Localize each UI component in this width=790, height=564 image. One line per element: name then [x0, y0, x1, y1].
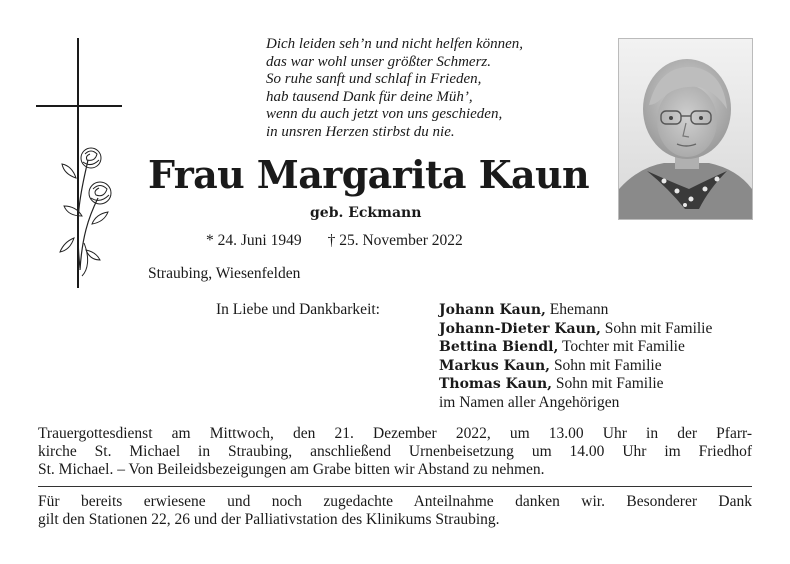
poem-line: wenn du auch jetzt von uns geschieden,	[266, 106, 503, 123]
funeral-service-text	[38, 425, 752, 480]
text-line: gilt den Stationen 22, 26 und der Palliativstation des Klinikums Straubing.	[38, 511, 500, 529]
text-line: kirche St. Michael in Straubing, anschließend Urnenbeisetzung um 14.00 Uhr im Friedhof	[38, 443, 752, 461]
divider	[38, 486, 752, 487]
mourner-relation: Ehemann	[545, 301, 609, 318]
poem-line: hab tausend Dank für deine Müh’,	[266, 88, 473, 105]
mourner-name: Johann Kaun,	[439, 302, 546, 318]
mourner-relation: Sohn mit Familie	[550, 356, 662, 374]
poem	[266, 36, 606, 142]
poem-line: Dich leiden seh’n und nicht helfen können,	[266, 36, 524, 52]
mourner-name: Johann-Dieter Kaun,	[439, 320, 601, 337]
mourner-row	[439, 357, 712, 376]
mourners-label: In Liebe und Dankbarkeit:	[216, 301, 380, 318]
deceased-name: Frau Margarita Kaun	[148, 152, 590, 197]
mourner-relation: Sohn mit Familie	[600, 319, 713, 337]
maiden-name: geb. Eckmann	[310, 205, 422, 221]
portrait-illustration	[619, 39, 752, 219]
portrait-photo	[618, 38, 753, 220]
mourner-relation: Tochter mit Familie	[558, 338, 685, 356]
death-date: † 25. November 2022	[327, 232, 463, 249]
poem-line: das war wohl unser größter Schmerz.	[266, 53, 492, 70]
mourner-name: Bettina Biendl,	[439, 339, 559, 356]
cross-with-roses-icon	[36, 38, 126, 288]
poem-line: in unsren Herzen stirbst du nie.	[266, 123, 455, 140]
mourner-name: Markus Kaun,	[439, 357, 551, 374]
mourner-name: Thomas Kaun,	[439, 376, 553, 393]
mourner-row	[439, 320, 712, 339]
mourners-list	[439, 301, 712, 413]
text-line: St. Michael. – Von Beileidsbezeigungen am Grabe bitten wir Abstand zu nehmen.	[38, 461, 545, 479]
mourner-row	[439, 394, 712, 413]
thanks-text	[38, 493, 752, 529]
residence: Straubing, Wiesenfelden	[148, 265, 301, 282]
mourner-row	[439, 338, 712, 357]
mourner-relation: Sohn mit Familie	[552, 375, 664, 393]
mourner-row	[439, 301, 712, 320]
birth-date: * 24. Juni 1949	[206, 232, 302, 249]
mourner-relation: im Namen aller Angehörigen	[439, 393, 620, 411]
text-line: Für bereits erwiesene und noch zugedachte Anteilnahme danken wir. Besonderer Dank	[38, 493, 752, 510]
poem-line: So ruhe sanft und schlaf in Frieden,	[266, 71, 482, 88]
life-dates	[206, 232, 463, 250]
mourner-row	[439, 375, 712, 394]
text-line: Trauergottesdienst am Mittwoch, den 21. Dezember 2022, um 13.00 Uhr in der Pfarr-	[38, 425, 752, 442]
